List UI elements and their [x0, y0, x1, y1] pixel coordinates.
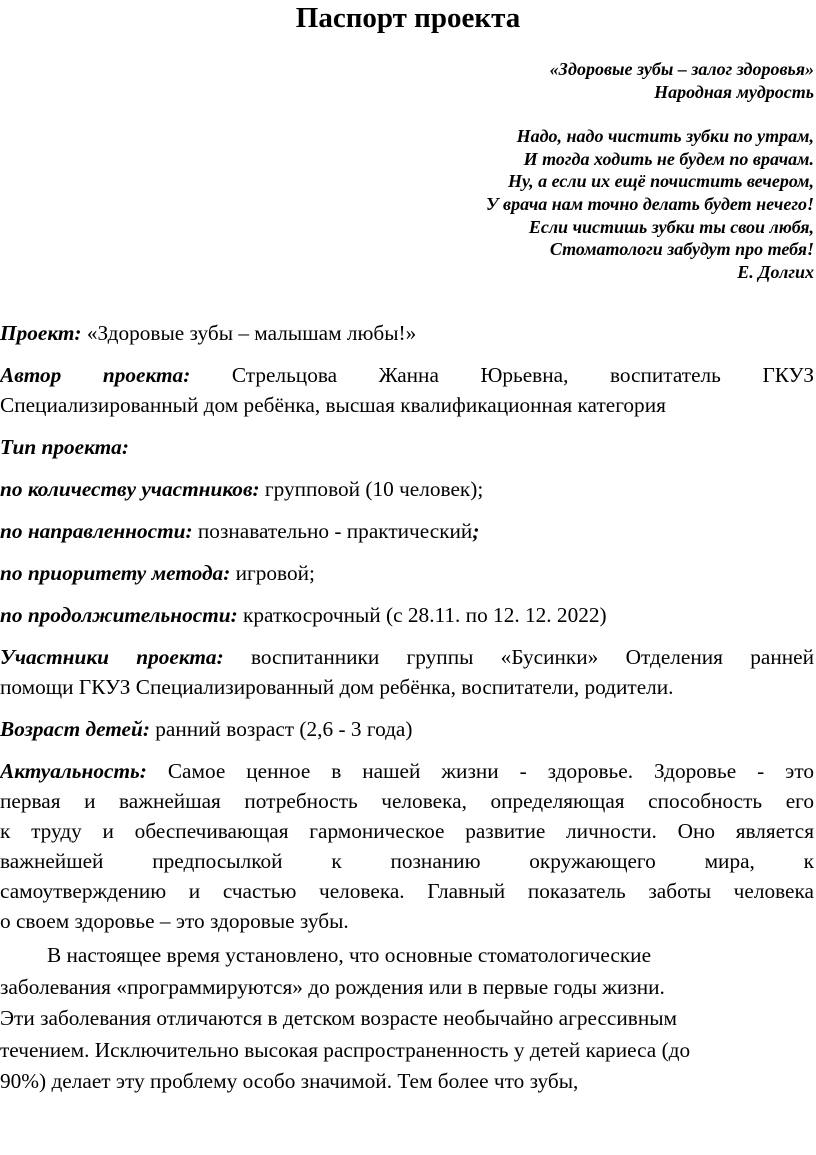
relevance-text: к труду и обеспечивающая гармоническое развитие личности. Оно является: [0, 819, 814, 843]
participants-count-row: [0, 474, 814, 504]
relevance-text: самоутверждению и счастью человека. Главный показатель заботы человека: [0, 879, 814, 903]
passport-content: [0, 318, 814, 1098]
relevance-text: о своем здоровье – это здоровые зубы.: [0, 909, 349, 933]
author-row: [0, 360, 814, 420]
project-type-row: [0, 432, 814, 462]
participants-line-1: [0, 642, 814, 672]
duration-row: [0, 600, 814, 630]
paragraph-line: 90%) делает эту проблему особо значимой. Тем более что зубы,: [0, 1069, 579, 1093]
poem-author: Е. Долгих: [737, 261, 814, 282]
age-row: [0, 714, 814, 744]
direction-suffix: ;: [472, 519, 480, 543]
paragraph-line: заболевания «программируются» до рождения или в первые годы жизни.: [0, 974, 665, 999]
epigraph: [486, 58, 814, 283]
body-paragraph: [0, 940, 814, 1098]
relevance-line-1: [0, 756, 814, 786]
participants-label: Участники проекта:: [0, 645, 224, 669]
method-label: по приоритету метода:: [0, 561, 231, 585]
participants-value-line2: помощи ГКУЗ Специализированный дом ребёнка, воспитатели, родители.: [0, 675, 674, 699]
participants-count-value: групповой (10 человек);: [264, 477, 484, 501]
project-name-row: [0, 318, 814, 348]
paragraph-line: течением. Исключительно высокая распространенность у детей кариеса (до: [0, 1037, 691, 1062]
relevance-text: важнейшей предпосылкой к познанию окружающего мира, к: [0, 849, 814, 873]
paragraph-line: В настоящее время установлено, что основные стоматологические: [47, 943, 652, 967]
direction-row: [0, 516, 814, 546]
author-line-1: [0, 360, 814, 390]
relevance-label: Актуальность:: [0, 759, 147, 783]
relevance-text: Самое ценное в нашей жизни - здоровье. Здоровье - это: [167, 759, 814, 783]
age-label: Возраст детей:: [0, 717, 150, 741]
poem-line: Стоматологи забудут про тебя!: [549, 239, 814, 260]
direction-value: познавательно - практический: [197, 519, 473, 543]
participants-count-label: по количеству участников:: [0, 477, 260, 501]
poem-line: И тогда ходить не будем по врачам.: [523, 148, 814, 169]
relevance-row: [0, 756, 814, 936]
project-value: «Здоровые зубы – малышам любы!»: [86, 321, 417, 345]
paragraph-line: Эти заболевания отличаются в детском возрасте необычайно агрессивным: [0, 1006, 678, 1030]
method-row: [0, 558, 814, 588]
poem-line: У врача нам точно делать будет нечего!: [486, 193, 814, 214]
method-value: игровой;: [235, 561, 315, 585]
project-label: Проект:: [0, 321, 82, 345]
poem-line: Если чистишь зубки ты свои любя,: [528, 216, 814, 237]
participants-value-line1: воспитанники группы «Бусинки» Отделения ранней: [250, 645, 814, 669]
duration-label: по продолжительности:: [0, 603, 238, 627]
poem-line: Надо, надо чистить зубки по утрам,: [516, 126, 814, 147]
direction-label: по направленности:: [0, 519, 193, 543]
duration-value: краткосрочный (с 28.11. по 12. 12. 2022): [243, 603, 607, 627]
relevance-text: первая и важнейшая потребность человека, определяющая способность его: [0, 789, 814, 813]
author-label: Автор проекта:: [0, 363, 191, 387]
epigraph-quote-source: Народная мудрость: [654, 81, 814, 102]
author-value-line1: Стрельцова Жанна Юрьевна, воспитатель ГКУЗ: [231, 363, 815, 387]
age-value: ранний возраст (2,6 - 3 года): [155, 717, 413, 741]
epigraph-quote: «Здоровые зубы – залог здоровья»: [549, 59, 814, 79]
poem-line: Ну, а если их ещё почистить вечером,: [508, 171, 814, 192]
participants-row: [0, 642, 814, 702]
project-type-label: Тип проекта:: [0, 435, 129, 459]
author-value-line2: Специализированный дом ребёнка, высшая квалификационная категория: [0, 393, 666, 417]
page-title: Паспорт проекта: [295, 2, 521, 34]
